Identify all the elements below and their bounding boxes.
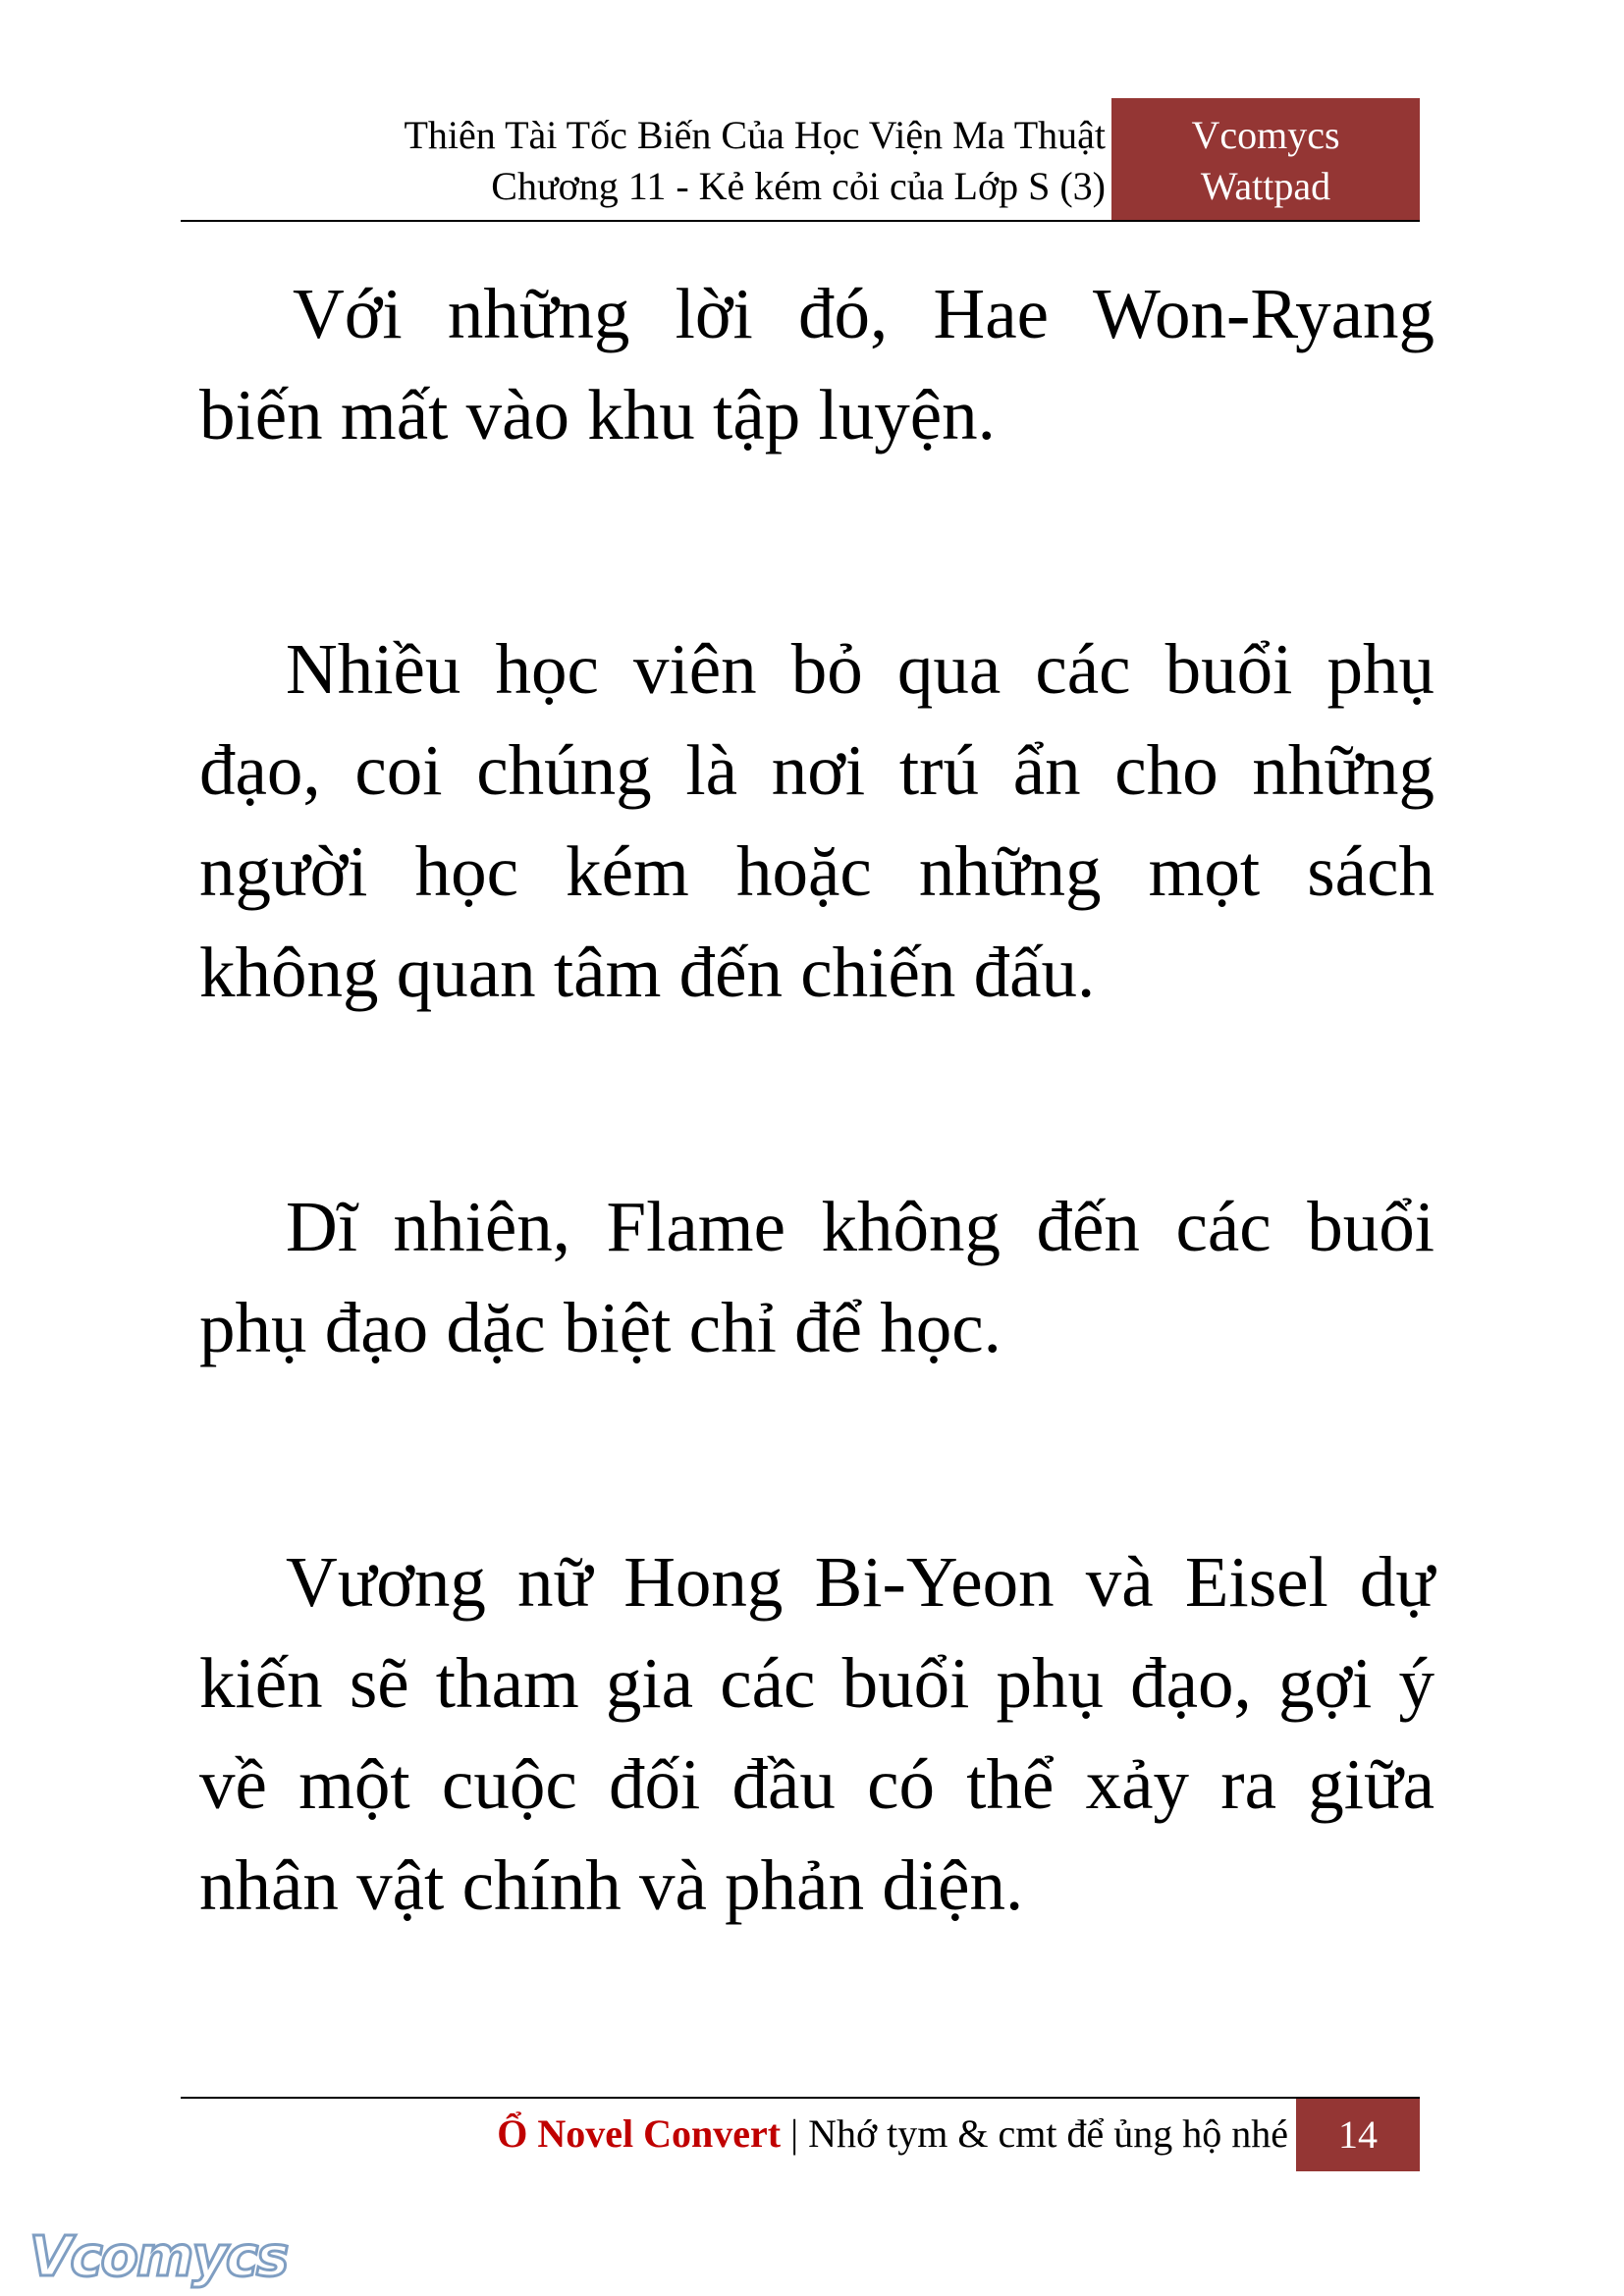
- footer-text: [497, 2109, 1288, 2160]
- book-title: Thiên Tài Tốc Biến Của Học Viện Ma Thuật: [404, 113, 1106, 157]
- page-footer: [181, 2097, 1420, 2171]
- footer-separator: |: [790, 2111, 799, 2156]
- badge-line-vcomycs: Vcomycs: [1191, 113, 1340, 157]
- header-titles: [405, 110, 1107, 212]
- vcomycs-watermark-logo: Vcomycs: [29, 2225, 288, 2289]
- paragraph: Nhiều học viên bỏ qua các buổi phụ đạo, coi chúng là nơi trú ẩn cho những người học kém hoặc những mọt sách không quan tâm đến chiến đấu.: [199, 629, 1435, 1012]
- source-badge: [1111, 98, 1420, 220]
- badge-line-wattpad: Wattpad: [1200, 164, 1331, 208]
- chapter-content: [199, 263, 1435, 2089]
- paragraph: Với những lời đó, Hae Won-Ryang biến mất vào khu tập luyện.: [199, 274, 1435, 454]
- chapter-title: Chương 11 - Kẻ kém cỏi của Lớp S (3): [491, 164, 1106, 208]
- paragraph: Vương nữ Hong Bi-Yeon và Eisel dự kiến sẽ tham gia các buổi phụ đạo, gợi ý về một cuộc đối đầu có thể xảy ra giữa nhân vật chính và phản diện.: [199, 1542, 1435, 1925]
- footer-brand: Ổ Novel Convert: [497, 2111, 782, 2156]
- page-number: 14: [1296, 2099, 1420, 2171]
- paragraph: Dĩ nhiên, Flame không đến các buổi phụ đạo dặc biệt chỉ để học.: [199, 1187, 1435, 1367]
- page-header: [181, 98, 1420, 222]
- footer-message: Nhớ tym & cmt để ủng hộ nhé: [808, 2111, 1288, 2156]
